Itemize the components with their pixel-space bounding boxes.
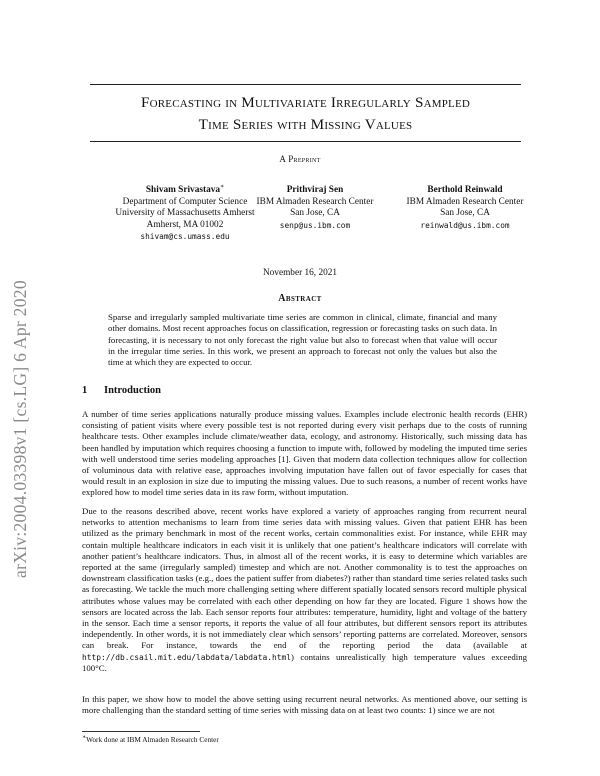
title-line-1: Forecasting in Multivariate Irregularly Sampled [140, 94, 471, 111]
intro-paragraph-2 [82, 506, 527, 674]
author-footnote-mark: ∗ [220, 183, 225, 190]
intro-paragraph-3: In this paper, we show how to model the above setting using recurrent neural networks. As mentioned above, our setting is more challenging than the standard setting of time series with missing data on at least two counts: 1) since we are not [82, 694, 527, 716]
section-number: 1 [82, 385, 88, 396]
section-title: Introduction [104, 385, 161, 396]
author-affiliation: IBM Almaden Research Center [406, 196, 524, 207]
footnote [82, 735, 219, 744]
title-line-2: Time Series with Missing Values [198, 116, 413, 133]
paragraph-text: ) contains unrealistically high temperature values exceeding 100°C. [82, 651, 527, 673]
author-affiliation: University of Massachusetts Amherst [115, 208, 255, 218]
footnote-text: Work done at IBM Almaden Research Center [86, 735, 219, 744]
author-name: Shivam Srivastava∗ [145, 183, 225, 195]
author-block-2 [245, 185, 385, 231]
author-name: Berthold Reinwald [427, 185, 503, 195]
author-email[interactable]: shivam@cs.umass.edu [140, 232, 230, 241]
footnote-mark: ∗ [82, 734, 87, 741]
preprint-label: A Preprint [279, 154, 321, 164]
author-email[interactable]: reinwald@us.ibm.com [420, 220, 510, 230]
abstract-heading: Abstract [278, 293, 322, 304]
dataset-url-link[interactable]: http://db.csail.mit.edu/labdata/labdata.html [82, 652, 292, 662]
author-name: Prithviraj Sen [286, 185, 344, 195]
author-affiliation: San Jose, CA [440, 208, 490, 218]
arxiv-sidebar-stamp: arXiv:2004.03398v1 [cs.LG] 6 Apr 2020 [10, 280, 30, 578]
author-affiliation: IBM Almaden Research Center [256, 196, 374, 207]
footnote-rule [82, 731, 200, 732]
title-top-rule [90, 84, 521, 85]
paragraph-text: Due to the reasons described above, recent works have explored a variety of approaches ranging from recurrent neural networks to attention mechanisms to learn from time series data with missing values. Given that patient EHR has been utilized as the primary benchmark in most of the recent works, certain commonalities exist. For instance, while EHR may contain multiple healthcare indicators in each visit it is unlikely that one patient’s healthcare indicators will correlate with another patient’s healthcare indicators. Thus, in almost all of the recent works, it is easy to determine which variables are reported at the same (irregularly sampled) timestep and which are not. Another commonality is to test the approaches on downstream classification tasks (e.g., does the patient suffer from diabetes?) rather than standard time series related tasks such as forecasting. We tackle the much more challenging setting where different spatially located sensors record multiple physical attributes whose values may be correlated with each other depending on how far they are located. Figure 1 shows how the sensors are located across the lab. Each sensor reports four attributes: temperature, humidity, light and voltage of the battery in the sensor. Each time a sensor reports, it reports the value of all four attributes, but different sensors report its attributes independently. In other words, it is not immediately clear which sensors’ reporting patterns are correlated. Moreover, sensors can break. For instance, towards the end of the reporting period the data (available at [82, 506, 527, 651]
paper-date: November 16, 2021 [262, 268, 338, 278]
intro-paragraph-1: A number of time series applications naturally produce missing values. Examples include electronic health records (EHR) consisting of patient visits where every possible test is not reported during every visit perhaps due to the costs of running healthcare tests. Other examples include climate/weather data, ecology, and astronomy. Historically, such missing data has been handled by imputation which requires choosing a function to impute with, followed by modeling the imputed time series with well understood time series modeling approaches [1]. Given that modern data collection techniques allow for collection of voluminous data with relative ease, approaches involving imputation have fallen out of favor especially for cases that would result in an explosion in size due to imputing the missing values. Due to such reasons, a number of recent works have explored how to model time series data in its raw form, without imputation. [82, 409, 527, 498]
author-affiliation: Amherst, MA 01002 [146, 219, 224, 230]
abstract-text: Sparse and irregularly sampled multivariate time series are common in clinical, climate, financial and many other domains. Most recent approaches focus on classification, regression or forecasting tasks on such data. In forecasting, it is necessary to not only forecast the right value but also to forecast when that value will occur in the irregular time series. In this work, we present an approach to forecast not only the values but also the time at which they are expected to occur. [108, 312, 497, 368]
author-affiliation: San Jose, CA [290, 208, 340, 218]
author-block-3 [385, 185, 545, 231]
author-affiliation: Department of Computer Science [122, 196, 248, 207]
section-heading [82, 385, 161, 396]
author-email[interactable]: senp@us.ibm.com [279, 220, 351, 230]
paper-title [60, 92, 551, 136]
title-bottom-rule [90, 141, 521, 142]
